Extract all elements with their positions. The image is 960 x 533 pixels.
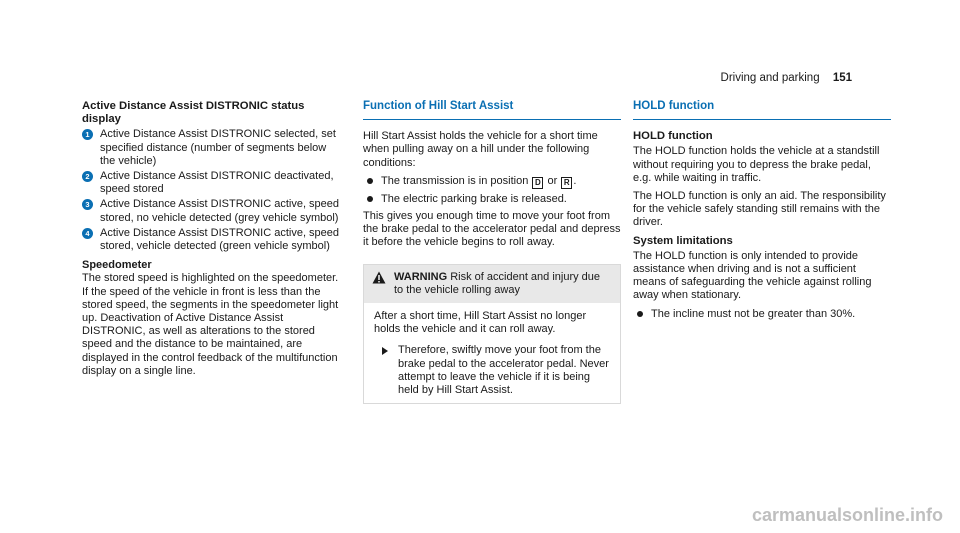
speedometer-heading: Speedometer (82, 259, 152, 272)
gear-d-icon: D (532, 177, 543, 189)
list-item (82, 128, 344, 168)
hold-paragraph-2: The HOLD function is only an aid. The responsibility for the vehicle safely standing still remains with the driver. (633, 190, 886, 229)
list-item-text: Active Distance Assist DISTRONIC active, speed stored, vehicle detected (green vehicle symbol) (100, 226, 340, 253)
list-item-text: Active Distance Assist DISTRONIC selected, set specified distance (number of segments below the vehicle) (100, 128, 336, 167)
number-badge: 1 (82, 129, 93, 140)
number-badge: 2 (82, 171, 93, 182)
speedometer-text: The stored speed is highlighted on the speedometer. If the speed of the vehicle in front is less than the stored speed, the segments in the speedometer light up. Deactivation of Active Distance Assist DISTRONIC, as well as alterations to the stored speed and the distance to be maintained, are displayed in the control feedback of the multifunction display on a single line. (82, 272, 339, 377)
hill-start-paragraph: This gives you enough time to move your foot from the brake pedal to the accelerator pedal and depress it before the vehicle begins to roll away. (363, 210, 621, 249)
hold-paragraph-1: The HOLD function holds the vehicle at a standstill without requiring you to depress the brake pedal, e.g. while waiting in traffic. (633, 145, 880, 184)
list-item: The transmission is in position D or R . (363, 175, 621, 189)
bullet-icon (367, 196, 373, 202)
warning-header (364, 265, 620, 303)
number-badge: 4 (82, 228, 93, 239)
hold-subheading: HOLD function (633, 130, 713, 143)
system-limitations-text: The HOLD function is only intended to provide assistance when driving and is not a sufficient means of safeguarding the vehicle against rolling away when stationary. (633, 249, 872, 302)
number-badge: 3 (82, 199, 93, 210)
column-hold (633, 100, 891, 325)
column-hill-start (363, 100, 621, 404)
bullet-icon (367, 178, 373, 184)
list-item-text: Active Distance Assist DISTRONIC active, speed stored, no vehicle detected (grey vehicle symbol) (100, 198, 340, 224)
column-distronic (82, 100, 344, 383)
hill-start-intro: Hill Start Assist holds the vehicle for a short time when pulling away on a hill under the following conditions: (363, 130, 598, 169)
list-item: The electric parking brake is released. (363, 193, 621, 206)
warning-label: WARNING (394, 270, 448, 283)
bullet-icon (637, 311, 643, 317)
warning-body (364, 303, 620, 403)
list-item: The incline must not be greater than 30%. (633, 308, 891, 321)
system-limitations-heading: System limitations (633, 234, 733, 247)
warning-box (363, 264, 621, 405)
list-item-text: Active Distance Assist DISTRONIC deactivated, speed stored (100, 170, 334, 196)
watermark: carmanualsonline.info (752, 505, 944, 525)
page-header (721, 72, 852, 84)
arrow-right-icon (382, 347, 388, 355)
page-number: 151 (832, 72, 852, 84)
warning-headline: Risk of accident and injury due to the vehicle rolling away (394, 270, 601, 296)
section-title: Driving and parking (720, 72, 820, 84)
warning-action: Therefore, swiftly move your foot from the brake pedal to the accelerator pedal. Never attempt to leave the vehicle if it is being held by Hill Start Assist. (374, 344, 610, 397)
list-item (82, 170, 344, 196)
gear-r-icon: R (561, 177, 572, 189)
warning-triangle-icon (372, 271, 388, 297)
warning-text: After a short time, Hill Start Assist no longer holds the vehicle and it can roll away. (374, 310, 587, 336)
list-item (82, 198, 344, 224)
list-item (82, 227, 344, 253)
hill-start-heading: Function of Hill Start Assist (363, 100, 621, 120)
distronic-heading: Active Distance Assist DISTRONIC status display (82, 100, 305, 126)
hold-heading: HOLD function (633, 100, 891, 120)
